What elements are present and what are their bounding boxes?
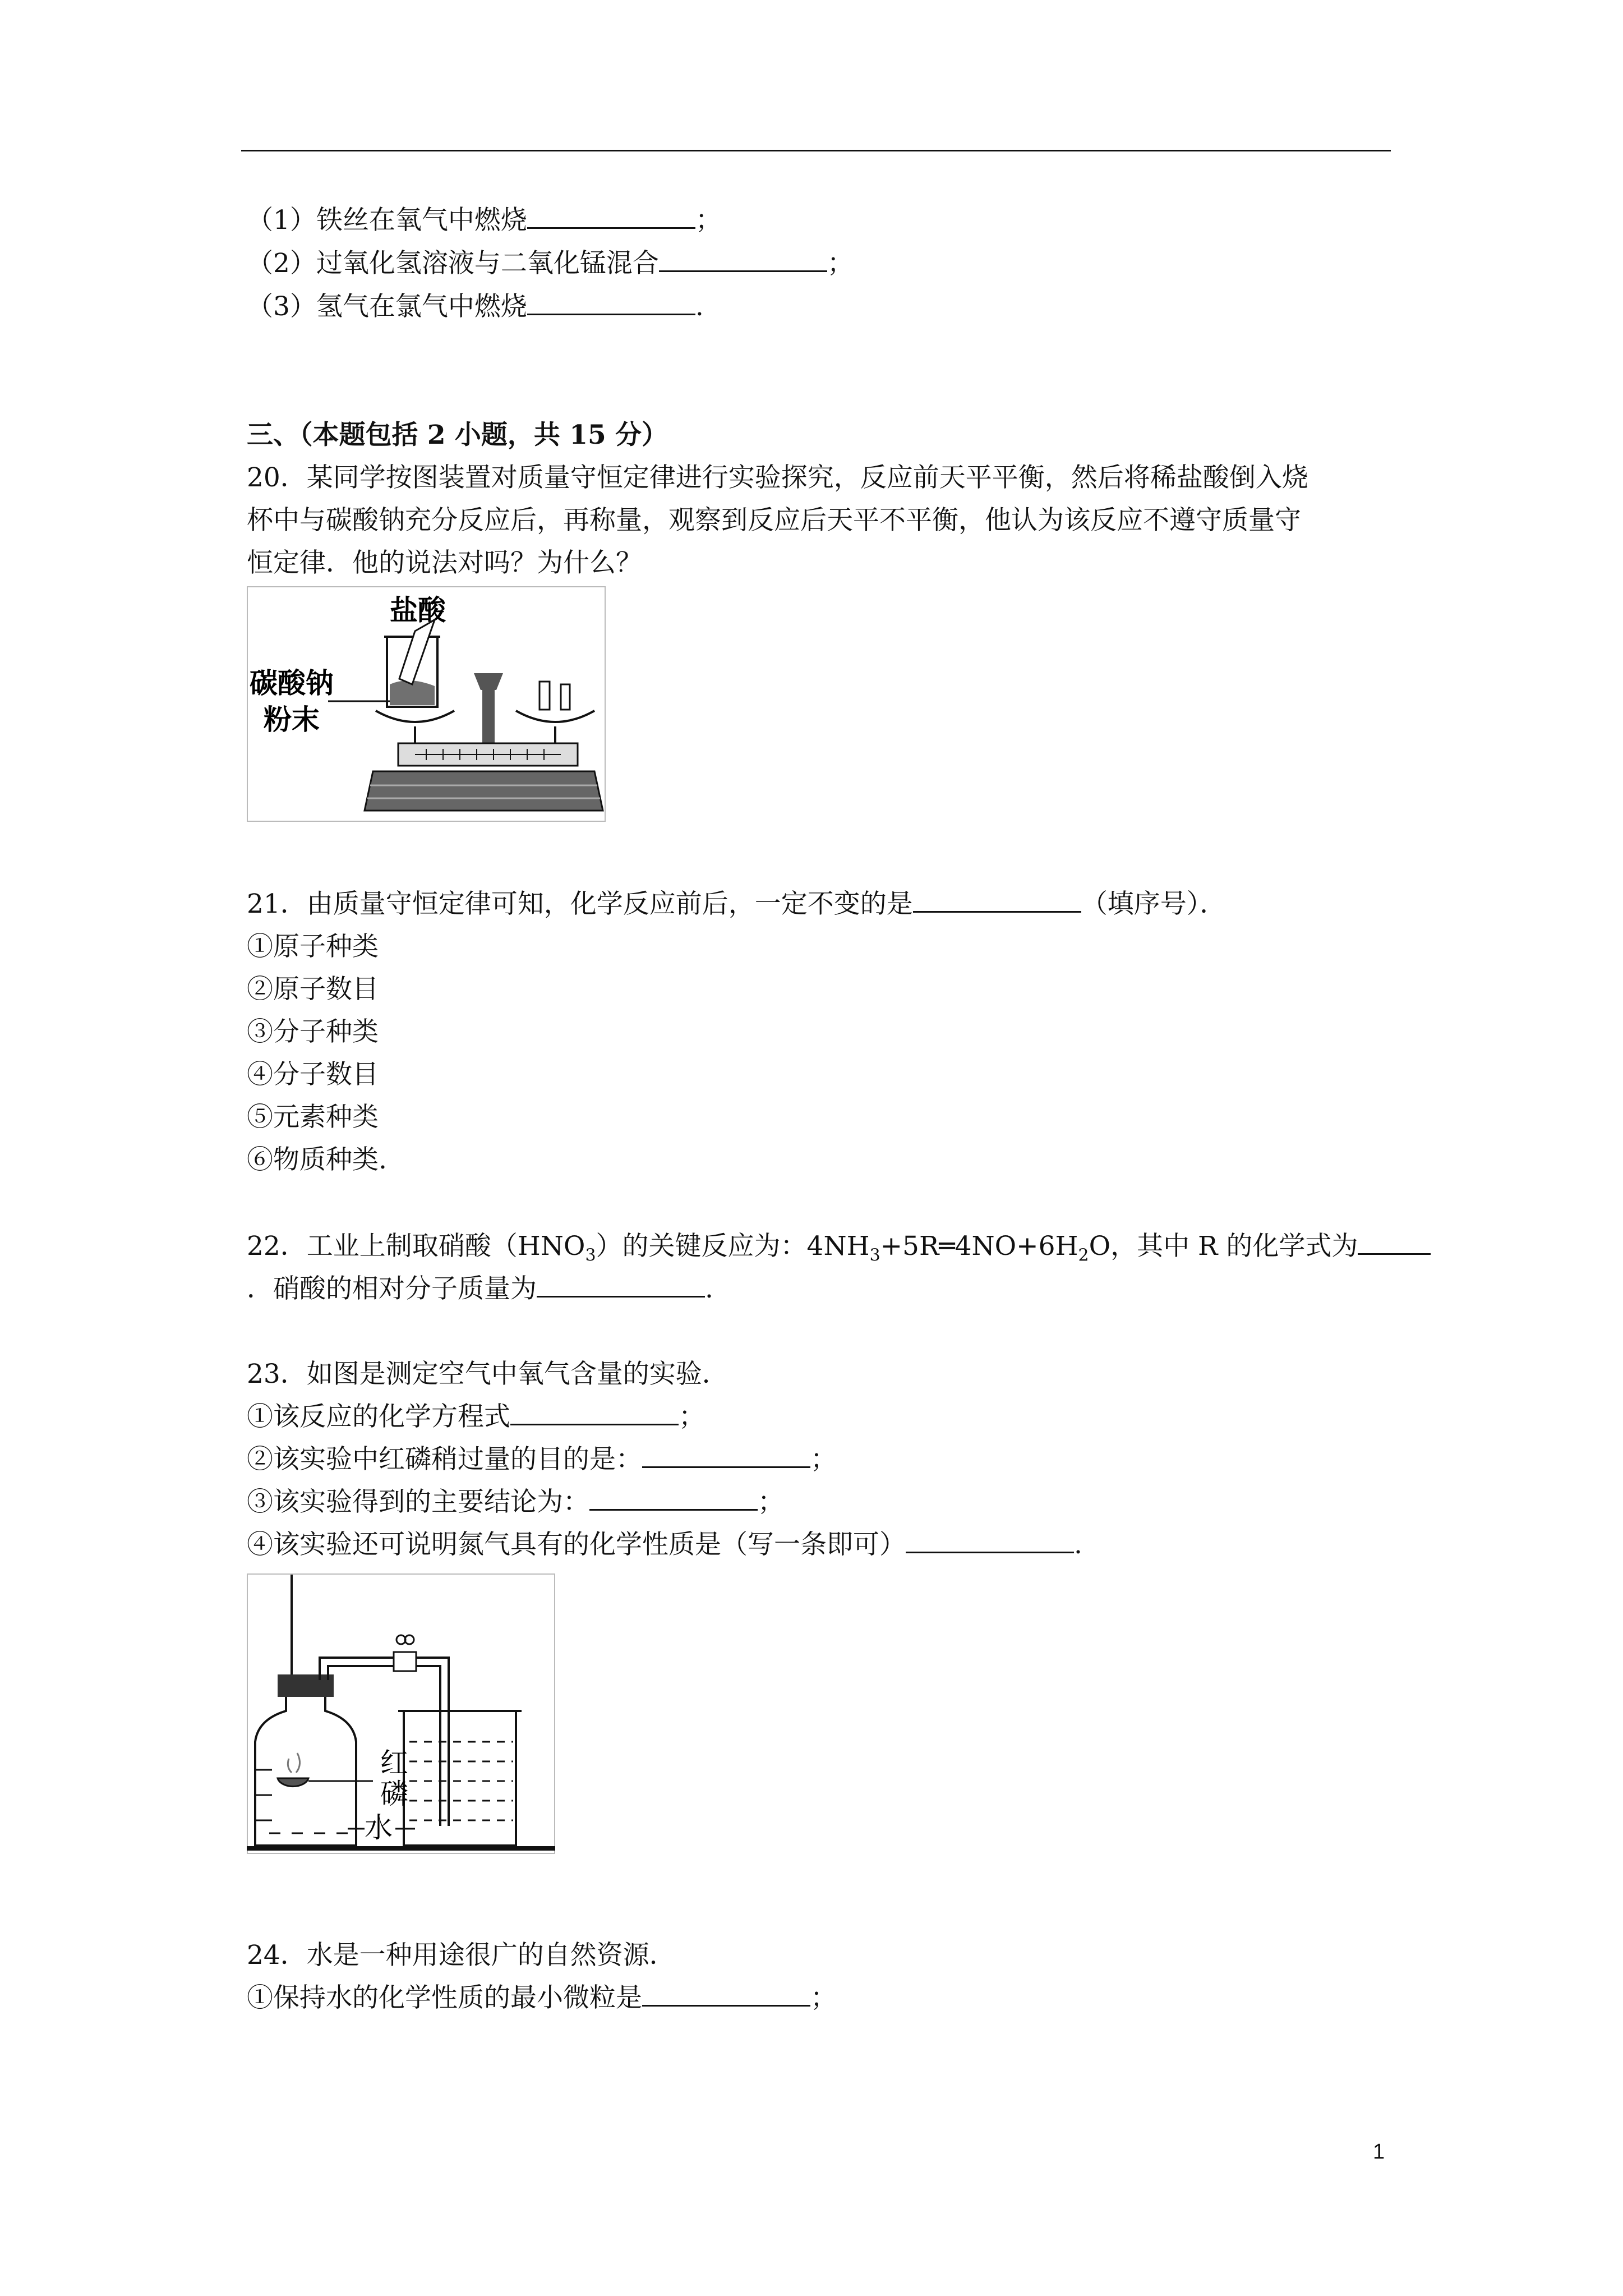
- q22-line-1: 22．工业上制取硝酸$(HNO_3)$的关键反应为：$4NH_3+5R═4NO+6H_2O$，其中 R 的化学式为: [247, 1230, 1431, 1272]
- q21-option-1: ①原子种类: [247, 931, 379, 962]
- red-label: 红: [380, 1747, 408, 1779]
- q22-line-2: ．硝酸的相对分子质量为 .: [247, 1273, 713, 1304]
- oxygen-content-figure: [247, 1573, 555, 1854]
- q24-item-1: ①保持水的化学性质的最小微粒是 ；: [247, 1982, 837, 2013]
- header-rule: [241, 150, 1391, 151]
- q19-line-2: （2）过氧化氢溶液与二氧化锰混合 ；: [247, 248, 854, 279]
- answer-blank[interactable]: [527, 291, 695, 315]
- answer-blank[interactable]: [1358, 1231, 1431, 1255]
- q21-option-2: ②原子数目: [247, 974, 379, 1005]
- q23-item-1: ①该反应的化学方程式 ；: [247, 1401, 705, 1432]
- answer-blank[interactable]: [906, 1529, 1074, 1553]
- acid-label: 盐酸: [390, 594, 446, 627]
- balance-figure: [247, 586, 606, 822]
- answer-blank[interactable]: [642, 1444, 810, 1468]
- q23-item-3: ③该实验得到的主要结论为： ；: [247, 1487, 784, 1517]
- water-label: 水: [365, 1811, 393, 1844]
- answer-blank[interactable]: [537, 1273, 705, 1297]
- q21-stem: 21．由质量守恒定律可知，化学反应前后，一定不变的是 （填序号）．: [247, 889, 1227, 919]
- powder-label-2: 粉末: [264, 703, 320, 736]
- q20-stem-line-3: 恒定律．他的说法对吗？为什么？: [247, 547, 642, 578]
- q20-stem-line-1: 20．某同学按图装置对质量守恒定律进行实验探究，反应前天平平衡，然后将稀盐酸倒入烧: [247, 462, 1308, 493]
- answer-blank[interactable]: [659, 248, 827, 272]
- answer-blank[interactable]: [589, 1487, 758, 1511]
- answer-blank[interactable]: [527, 205, 695, 229]
- q21-option-3: ③分子种类: [247, 1016, 379, 1047]
- q23-item-4: ④该实验还可说明氮气具有的化学性质是（写一条即可） .: [247, 1529, 1082, 1560]
- powder-label-1: 碳酸钠: [250, 667, 334, 700]
- q21-option-6: ⑥物质种类.: [247, 1144, 387, 1175]
- q21-option-4: ④分子数目: [247, 1059, 379, 1090]
- q20-stem-line-2: 杯中与碳酸钠充分反应后，再称量，观察到反应后天平不平衡，他认为该反应不遵守质量守: [247, 505, 1301, 536]
- answer-blank[interactable]: [642, 1982, 810, 2007]
- q19-line-1: （1）铁丝在氧气中燃烧 ；: [247, 205, 722, 236]
- q23-stem: 23．如图是测定空气中氧气含量的实验．: [247, 1359, 728, 1389]
- answer-blank[interactable]: [510, 1401, 679, 1425]
- q19-line-3: （3）氢气在氯气中燃烧 .: [247, 291, 704, 322]
- page-number: 1: [1373, 2140, 1385, 2164]
- q21-option-5: ⑤元素种类: [247, 1102, 379, 1133]
- q23-item-2: ②该实验中红磷稍过量的目的是： ；: [247, 1444, 837, 1475]
- q24-stem: 24．水是一种用途很广的自然资源．: [247, 1940, 676, 1971]
- answer-blank[interactable]: [913, 889, 1081, 913]
- section-heading: 三、（本题包括 2 小题，共 15 分）: [247, 420, 668, 450]
- phosphorus-label: 磷: [380, 1778, 408, 1810]
